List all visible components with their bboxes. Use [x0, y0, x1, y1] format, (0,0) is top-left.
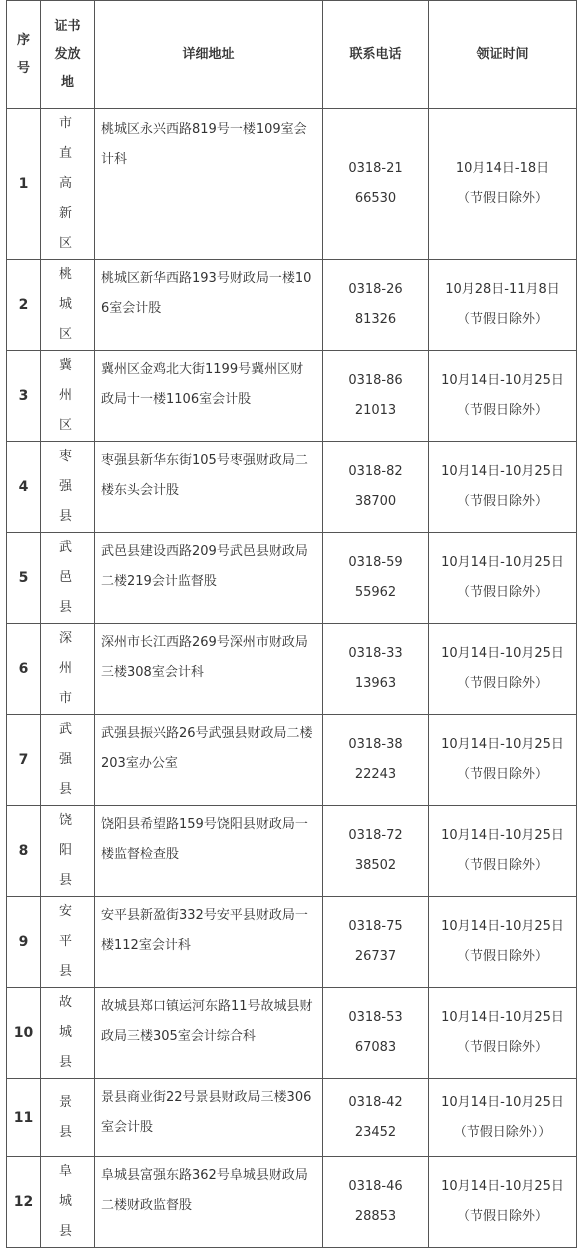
issue-location: 枣强县 [41, 442, 95, 533]
contact-phone: 0318-8621013 [323, 351, 429, 442]
issue-location: 景县 [41, 1079, 95, 1157]
certificate-pickup-table-wrapper [6, 0, 576, 1248]
pickup-time-note: （节假日除外） [456, 1040, 548, 1055]
pickup-time-range: 10月14日-10月25日 [441, 1179, 564, 1194]
table-row [7, 109, 577, 260]
row-number: 11 [7, 1079, 41, 1157]
pickup-time-range: 10月14日-10月25日 [441, 646, 564, 661]
pickup-time-cell [429, 715, 577, 806]
table-row [7, 533, 577, 624]
issue-location: 武邑县 [41, 533, 95, 624]
row-number: 5 [7, 533, 41, 624]
pickup-time-range: 10月14日-10月25日 [441, 373, 564, 388]
detailed-address: 桃城区新华西路193号财政局一楼106室会计股 [95, 260, 323, 351]
detailed-address: 安平县新盈街332号安平县财政局一楼112室会计科 [95, 897, 323, 988]
table-row [7, 1079, 577, 1157]
contact-phone: 0318-3313963 [323, 624, 429, 715]
issue-location: 市直高新区 [41, 109, 95, 260]
pickup-time-cell [429, 624, 577, 715]
row-number: 2 [7, 260, 41, 351]
pickup-time-note: （节假日除外） [456, 494, 548, 509]
issue-location: 饶阳县 [41, 806, 95, 897]
contact-phone: 0318-2166530 [323, 109, 429, 260]
pickup-time-note: （节假日除外） [456, 403, 548, 418]
pickup-time-note: （节假日除外） [456, 949, 548, 964]
pickup-time-cell [429, 1079, 577, 1157]
pickup-time-range: 10月14日-10月25日 [441, 1094, 564, 1110]
table-row [7, 715, 577, 806]
header-row [7, 1, 577, 109]
table-row [7, 442, 577, 533]
detailed-address: 景县商业街22号景县财政局三楼306室会计股 [95, 1079, 323, 1157]
pickup-time-note: （节假日除外） [456, 585, 548, 600]
issue-location: 深州市 [41, 624, 95, 715]
pickup-time-note: （节假日除外） [456, 191, 548, 206]
pickup-time-note: （节假日除外） [456, 676, 548, 691]
contact-phone: 0318-4628853 [323, 1157, 429, 1248]
detailed-address: 故城县郑口镇运河东路11号故城县财政局三楼305室会计综合科 [95, 988, 323, 1079]
header-phone: 联系电话 [323, 1, 429, 109]
header-place: 证书发放地 [41, 1, 95, 109]
detailed-address: 武邑县建设西路209号武邑县财政局二楼219会计监督股 [95, 533, 323, 624]
pickup-time-range: 10月14日-10月25日 [441, 828, 564, 843]
pickup-time-range: 10月14日-10月25日 [441, 737, 564, 752]
issue-location: 故城县 [41, 988, 95, 1079]
row-number: 10 [7, 988, 41, 1079]
row-number: 12 [7, 1157, 41, 1248]
header-time: 领证时间 [429, 1, 577, 109]
pickup-time-note: （节假日除外） [456, 312, 548, 327]
contact-phone: 0318-7238502 [323, 806, 429, 897]
contact-phone: 0318-5955962 [323, 533, 429, 624]
header-no: 序号 [7, 1, 41, 109]
contact-phone: 0318-5367083 [323, 988, 429, 1079]
table-row [7, 351, 577, 442]
table-row [7, 624, 577, 715]
pickup-time-range: 10月14日-10月25日 [441, 1010, 564, 1025]
pickup-time-cell [429, 260, 577, 351]
pickup-time-range: 10月28日-11月8日 [445, 282, 560, 297]
table-row [7, 988, 577, 1079]
detailed-address: 饶阳县希望路159号饶阳县财政局一楼监督检查股 [95, 806, 323, 897]
issue-location: 桃城区 [41, 260, 95, 351]
issue-location: 阜城县 [41, 1157, 95, 1248]
pickup-time-range: 10月14日-10月25日 [441, 464, 564, 479]
detailed-address: 武强县振兴路26号武强县财政局二楼203室办公室 [95, 715, 323, 806]
contact-phone: 0318-2681326 [323, 260, 429, 351]
pickup-time-cell [429, 988, 577, 1079]
pickup-time-note: （节假日除外） [456, 767, 548, 782]
header-address: 详细地址 [95, 1, 323, 109]
pickup-time-cell [429, 533, 577, 624]
certificate-pickup-table [6, 0, 577, 1248]
table-header [7, 1, 577, 109]
pickup-time-cell [429, 1157, 577, 1248]
detailed-address: 深州市长江西路269号深州市财政局三楼308室会计科 [95, 624, 323, 715]
pickup-time-note: （节假日除外）） [453, 1124, 552, 1140]
table-row [7, 260, 577, 351]
contact-phone: 0318-4223452 [323, 1079, 429, 1157]
detailed-address: 枣强县新华东街105号枣强财政局二楼东头会计股 [95, 442, 323, 533]
pickup-time-cell [429, 109, 577, 260]
table-row [7, 1157, 577, 1248]
table-row [7, 806, 577, 897]
row-number: 9 [7, 897, 41, 988]
pickup-time-cell [429, 442, 577, 533]
pickup-time-cell [429, 351, 577, 442]
pickup-time-cell [429, 897, 577, 988]
row-number: 7 [7, 715, 41, 806]
pickup-time-range: 10月14日-10月25日 [441, 919, 564, 934]
row-number: 4 [7, 442, 41, 533]
detailed-address: 阜城县富强东路362号阜城县财政局二楼财政监督股 [95, 1157, 323, 1248]
row-number: 8 [7, 806, 41, 897]
pickup-time-note: （节假日除外） [456, 858, 548, 873]
table-row [7, 897, 577, 988]
pickup-time-note: （节假日除外） [456, 1209, 548, 1224]
contact-phone: 0318-7526737 [323, 897, 429, 988]
pickup-time-range: 10月14日-10月25日 [441, 555, 564, 570]
issue-location: 武强县 [41, 715, 95, 806]
contact-phone: 0318-3822243 [323, 715, 429, 806]
pickup-time-cell [429, 806, 577, 897]
table-body [7, 109, 577, 1248]
detailed-address: 桃城区永兴西路819号一楼109室会计科 [95, 109, 323, 260]
issue-location: 安平县 [41, 897, 95, 988]
row-number: 1 [7, 109, 41, 260]
row-number: 6 [7, 624, 41, 715]
row-number: 3 [7, 351, 41, 442]
issue-location: 冀州区 [41, 351, 95, 442]
contact-phone: 0318-8238700 [323, 442, 429, 533]
pickup-time-range: 10月14日-18日 [455, 161, 550, 176]
detailed-address: 冀州区金鸡北大街1199号冀州区财政局十一楼1106室会计股 [95, 351, 323, 442]
